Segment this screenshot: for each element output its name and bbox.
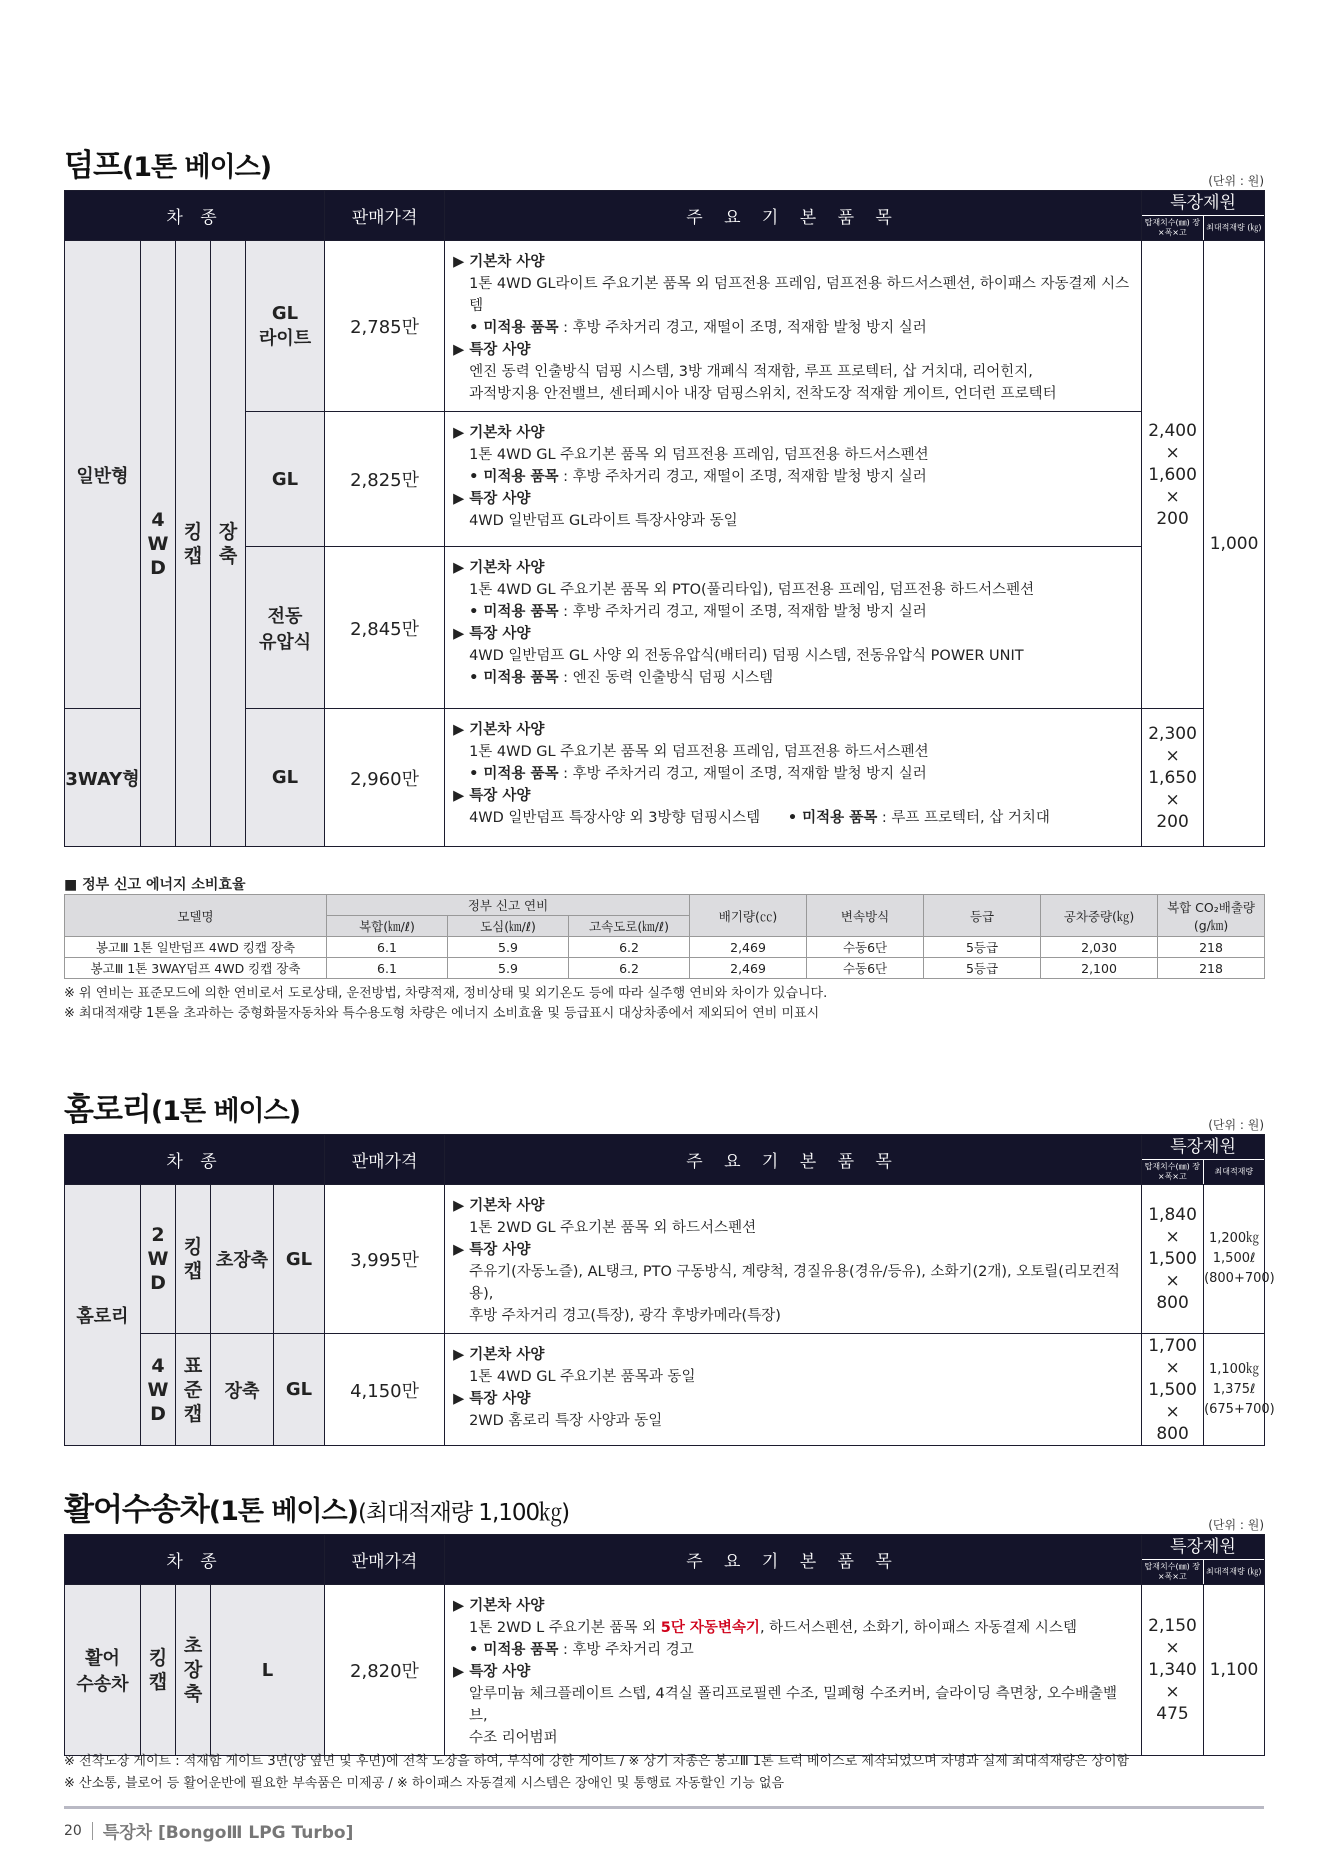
- special-text: 주유기(자동노즐), AL탱크, PTO 구동방식, 계량척, 경질유용(경유/등유), 소화기(2개), 오토릴(리모컨적용),: [469, 1264, 1120, 1302]
- dim-h: 800: [1156, 1423, 1189, 1444]
- special-title: 특장제원: [1142, 191, 1264, 216]
- dim-h: 200: [1156, 508, 1189, 529]
- excl-label: • 미적용 품목: [469, 320, 559, 336]
- special-text: 4WD 일반덤프 GL 사양 외 전동유압식(배터리) 덤핑 시스템, 전동유압식 POWER UNIT: [469, 648, 1024, 664]
- load-cell: [1204, 1185, 1275, 1334]
- trim-cell: GL: [246, 709, 325, 847]
- dim-cell: [1142, 241, 1204, 709]
- excl-text: : 엔진 동력 인출방식 덤핑 시스템: [558, 670, 774, 686]
- excl-text: : 후방 주차거리 경고, 재떨이 조명, 적재함 발청 방지 실러: [558, 604, 927, 620]
- eff-cell: 2,100: [1041, 958, 1158, 979]
- special-text: 4WD 일반덤프 특장사양 외 3방향 덤핑시스템: [469, 810, 761, 826]
- dim-cell: [1142, 709, 1204, 847]
- eff-cell: 6.1: [327, 958, 448, 979]
- eff-header-combined: 복합(㎞/ℓ): [327, 916, 448, 937]
- basic-label: ▶ 기본차 사양: [453, 560, 545, 576]
- cab-cell: 킹 캡: [141, 1585, 176, 1756]
- type-cell: 활어 수송차: [65, 1585, 141, 1756]
- items-cell: [445, 1585, 1142, 1756]
- dim-cell: [1142, 1585, 1204, 1756]
- eff-cell: 6.1: [327, 937, 448, 958]
- basic-text: 1톤 2WD L 주요기본 품목 외: [469, 1620, 661, 1636]
- dim-x: ×: [1165, 486, 1180, 507]
- eff-header-fuel: 정부 신고 연비: [327, 895, 690, 916]
- load-kg: 1,100㎏: [1208, 1361, 1260, 1377]
- header-items: 주 요 기 본 품 목: [445, 1535, 1142, 1585]
- header-price: 판매가격: [325, 1535, 445, 1585]
- dump-title: [64, 140, 271, 185]
- special-sub-dim: 탑재치수(㎜) 장×폭×고: [1142, 216, 1204, 240]
- footer-label: 특장차 [BongoⅢ LPG Turbo]: [102, 1823, 354, 1843]
- dim-l: 2,150: [1148, 1616, 1197, 1636]
- items-cell: [445, 709, 1142, 847]
- basic-text: 1톤 4WD GL 주요기본 품목 외 PTO(풀리타입), 덤프전용 프레임, 덤프전용 하드서스펜션: [469, 582, 1035, 598]
- eff-cell: 2,030: [1041, 937, 1158, 958]
- efficiency-table: [64, 894, 1265, 979]
- dim-l: 1,700: [1148, 1335, 1197, 1356]
- special-text-2: 후방 주차거리 경고(특장), 광각 후방카메라(특장): [469, 1308, 781, 1324]
- fish-note-1: ※ 전착도장 게이트 : 적재함 게이트 3면(양 옆면 및 후면)에 전착 도장을 하여, 부식에 강한 게이트 / ※ 상기 차종은 봉고Ⅲ 1톤 트럭 베이스로 제작되었으며 차명과 실제 최대적재량은 상이함: [64, 1754, 1130, 1769]
- axle-cell: 초 장 축: [176, 1585, 211, 1756]
- eff-cell: 수동6단: [807, 958, 924, 979]
- special-sub-dim: 탑재치수(㎜) 장×폭×고: [1142, 1560, 1204, 1584]
- table-row: [65, 937, 1265, 958]
- fish-title-note: (최대적재량 1,100㎏): [357, 1500, 570, 1526]
- trim-cell: L: [211, 1585, 325, 1756]
- special-label: ▶ 특장 사양: [453, 1242, 531, 1258]
- header-items: 주 요 기 본 품 목: [445, 1135, 1142, 1185]
- dim-x: ×: [1165, 1271, 1180, 1291]
- homelory-spec-table: [64, 1134, 1275, 1446]
- fish-title: [64, 1484, 569, 1529]
- dump-unit: (단위 : 원): [1208, 174, 1264, 188]
- eff-header-model: 모델명: [65, 895, 327, 937]
- dim-l: 2,300: [1148, 723, 1197, 744]
- basic-label: ▶ 기본차 사양: [453, 1198, 545, 1214]
- cab-cell: 킹 캡: [176, 241, 211, 847]
- cab-cell: 킹 캡: [176, 1185, 211, 1334]
- basic-text: 1톤 4WD GL 주요기본 품목 외 덤프전용 프레임, 덤프전용 하드서스펜션: [469, 447, 929, 463]
- fish-title-main: 활어수송차: [64, 1492, 209, 1528]
- drive-cell: 4 W D: [141, 1334, 176, 1446]
- special-label: ▶ 특장 사양: [453, 1664, 531, 1680]
- load-split: (800+700): [1204, 1271, 1275, 1286]
- eff-cell: 218: [1158, 937, 1265, 958]
- co2-unit: (g/㎞): [1193, 917, 1229, 933]
- load-kg: 1,200㎏: [1208, 1231, 1260, 1246]
- efficiency-note-1: ※ 위 연비는 표준모드에 의한 연비로서 도로상태, 운전방법, 차량적재, 정비상태 및 외기온도 등에 따라 실주행 연비와 차이가 있습니다.: [64, 986, 828, 1001]
- type-cell: 3WAY형: [65, 709, 141, 847]
- excl-text: : 후방 주차거리 경고, 재떨이 조명, 적재함 발청 방지 실러: [558, 766, 927, 782]
- header-category: 차 종: [65, 191, 325, 241]
- special-label: ▶ 특장 사양: [453, 1391, 531, 1407]
- special-text-2: 과적방지용 안전밸브, 센터페시아 내장 덤핑스위치, 전착도장 적재함 게이트, 언더런 프로텍터: [469, 386, 1057, 402]
- items-cell: [445, 547, 1142, 709]
- fish-note-2: ※ 산소통, 블로어 등 활어운반에 필요한 부속품은 미제공 / ※ 하이패스 자동결제 시스템은 장애인 및 통행료 자동할인 기능 없음: [64, 1776, 785, 1791]
- special-text: 엔진 동력 인출방식 덤핑 시스템, 3방 개폐식 적재함, 루프 프로텍터, 삽 거치대, 리어힌지,: [469, 364, 1033, 380]
- basic-text: 1톤 4WD GL라이트 주요기본 품목 외 덤프전용 프레임, 덤프전용 하드서스펜션, 하이패스 자동결제 시스템: [469, 276, 1130, 314]
- eff-cell: 5등급: [924, 937, 1041, 958]
- excl-text: : 후방 주차거리 경고, 재떨이 조명, 적재함 발청 방지 실러: [558, 469, 927, 485]
- excl-text: : 후방 주차거리 경고, 재떨이 조명, 적재함 발청 방지 실러: [558, 320, 927, 336]
- dim-w: 1,340: [1148, 1660, 1197, 1680]
- table-row: [65, 241, 1265, 412]
- dump-title-suffix: (1톤 베이스): [121, 152, 272, 183]
- dim-x: ×: [1165, 1638, 1180, 1658]
- header-price: 판매가격: [325, 1135, 445, 1185]
- fish-unit: (단위 : 원): [1208, 1518, 1264, 1532]
- eff-header-highway: 고속도로(㎞/ℓ): [569, 916, 690, 937]
- dim-h: 475: [1156, 1704, 1189, 1724]
- basic-label: ▶ 기본차 사양: [453, 1347, 545, 1363]
- load-l: 1,500ℓ: [1212, 1251, 1256, 1266]
- load-cell: [1204, 1334, 1275, 1446]
- axle-cell: 초장축: [211, 1185, 274, 1334]
- basic-label: ▶ 기본차 사양: [453, 425, 545, 441]
- load-cell: 1,000: [1204, 241, 1265, 847]
- dim-x: ×: [1165, 1401, 1180, 1422]
- special-title: 특장제원: [1142, 1535, 1264, 1560]
- page-number: 20: [64, 1822, 82, 1839]
- load-split: (675+700): [1204, 1401, 1275, 1417]
- trim-cell: GL: [246, 412, 325, 547]
- eff-header-city: 도심(㎞/ℓ): [448, 916, 569, 937]
- eff-header-co2: [1158, 895, 1265, 937]
- dim-cell: [1142, 1334, 1204, 1446]
- drive-cell: 4 W D: [141, 241, 176, 847]
- dim-l: 2,400: [1148, 420, 1197, 441]
- excl-label: • 미적용 품목: [469, 469, 559, 485]
- eff-cell: 봉고Ⅲ 1톤 일반덤프 4WD 킹캡 장축: [65, 937, 327, 958]
- dim-h: 200: [1156, 811, 1189, 832]
- special-sub-load: 최대적재량 (㎏): [1206, 223, 1262, 232]
- excl-text: : 후방 주차거리 경고: [558, 1642, 694, 1658]
- dim-x: ×: [1165, 789, 1180, 810]
- eff-cell: 5.9: [448, 937, 569, 958]
- load-l: 1,375ℓ: [1212, 1381, 1256, 1397]
- trim-cell: 전동 유압식: [246, 547, 325, 709]
- eff-header-weight: 공차중량(㎏): [1041, 895, 1158, 937]
- dump-spec-table: [64, 190, 1265, 847]
- efficiency-title: ■ 정부 신고 에너지 소비효율: [64, 877, 246, 893]
- eff-cell: 218: [1158, 958, 1265, 979]
- excl-text: : 루프 프로텍터, 삽 거치대: [877, 810, 1050, 826]
- eff-cell: 6.2: [569, 958, 690, 979]
- dim-x: ×: [1165, 1357, 1180, 1378]
- dim-x: ×: [1165, 1227, 1180, 1247]
- excl-label: • 미적용 품목: [469, 670, 559, 686]
- type-cell: 홈로리: [65, 1185, 141, 1446]
- eff-header-grade: 등급: [924, 895, 1041, 937]
- header-special: [1142, 1135, 1265, 1185]
- header-category: 차 종: [65, 1535, 325, 1585]
- special-title: 특장제원: [1142, 1135, 1264, 1160]
- special-label: ▶ 특장 사양: [453, 491, 531, 507]
- dim-x: ×: [1165, 442, 1180, 463]
- axle-cell: 장축: [211, 1334, 274, 1446]
- eff-cell: 봉고Ⅲ 1톤 3WAY덤프 4WD 킹캡 장축: [65, 958, 327, 979]
- items-cell: [445, 241, 1142, 412]
- dump-title-main: 덤프: [64, 148, 122, 184]
- excl-label: • 미적용 품목: [787, 810, 878, 826]
- special-text: 4WD 일반덤프 GL라이트 특장사양과 동일: [469, 513, 738, 529]
- special-sub-dim: 탑재치수(㎜) 장×폭×고: [1142, 1160, 1204, 1184]
- basic-text: 1톤 4WD GL 주요기본 품목과 동일: [469, 1369, 696, 1385]
- table-row: [65, 1585, 1265, 1756]
- special-label: ▶ 특장 사양: [453, 788, 531, 804]
- trim-cell: GL 라이트: [246, 241, 325, 412]
- basic-text: 1톤 2WD GL 주요기본 품목 외 하드서스펜션: [469, 1220, 757, 1236]
- dim-w: 1,500: [1148, 1249, 1197, 1269]
- type-cell: 일반형: [65, 241, 141, 709]
- homelory-title: [64, 1084, 300, 1129]
- homelory-title-suffix: (1톤 베이스): [150, 1096, 301, 1127]
- homelory-title-main: 홈로리: [64, 1092, 151, 1128]
- excl-label: • 미적용 품목: [469, 766, 559, 782]
- excl-label: • 미적용 품목: [469, 604, 559, 620]
- basic-text-2: , 하드서스펜션, 소화기, 하이패스 자동결제 시스템: [759, 1620, 1077, 1636]
- eff-cell: 2,469: [690, 937, 807, 958]
- dim-w: 1,600: [1148, 464, 1197, 485]
- price-cell: 2,785만: [325, 241, 445, 412]
- footer: [64, 1818, 353, 1843]
- excl-label: • 미적용 품목: [469, 1642, 559, 1658]
- fish-title-suffix: (1톤 베이스): [208, 1496, 358, 1527]
- price-cell: 2,820만: [325, 1585, 445, 1756]
- eff-header-displacement: 배기량(㏄): [690, 895, 807, 937]
- table-row: [65, 1334, 1265, 1446]
- price-cell: 2,960만: [325, 709, 445, 847]
- basic-label: ▶ 기본차 사양: [453, 1598, 545, 1614]
- special-label: ▶ 특장 사양: [453, 342, 531, 358]
- price-cell: 2,825만: [325, 412, 445, 547]
- eff-cell: 6.2: [569, 937, 690, 958]
- special-text: 2WD 홈로리 특장 사양과 동일: [469, 1413, 663, 1429]
- dim-l: 1,840: [1148, 1205, 1197, 1225]
- special-text-2: 수조 리어범퍼: [469, 1730, 558, 1746]
- special-sub-load: 최대적재량 (㎏): [1206, 1567, 1262, 1576]
- items-cell: [445, 412, 1142, 547]
- special-sub-load: 최대적재량: [1214, 1167, 1254, 1176]
- load-cell: 1,100: [1204, 1585, 1265, 1756]
- price-cell: 3,995만: [325, 1185, 445, 1334]
- price-cell: 2,845만: [325, 547, 445, 709]
- dim-cell: [1142, 1185, 1204, 1334]
- drive-cell: 2 W D: [141, 1185, 176, 1334]
- eff-cell: 2,469: [690, 958, 807, 979]
- cab-cell: 표 준 캡: [176, 1334, 211, 1446]
- footer-line: [64, 1806, 1264, 1809]
- dump-header-row: [65, 191, 1265, 241]
- dim-h: 800: [1156, 1293, 1189, 1313]
- co2-label: 복합 CO₂배출량: [1167, 899, 1255, 915]
- special-text: 알루미늄 체크플레이트 스텝, 4격실 폴리프로필렌 수조, 밀폐형 수조커버, 슬라이딩 측면창, 오수배출밸브,: [469, 1686, 1118, 1724]
- basic-label: ▶ 기본차 사양: [453, 722, 545, 738]
- header-price: 판매가격: [325, 191, 445, 241]
- eff-cell: 5.9: [448, 958, 569, 979]
- fish-spec-table: [64, 1534, 1265, 1756]
- efficiency-note-2: ※ 최대적재량 1톤을 초과하는 중형화물자동차와 특수용도형 차량은 에너지 소비효율 및 등급표시 대상차종에서 제외되어 연비 미표시: [64, 1006, 820, 1021]
- dim-x: ×: [1165, 1682, 1180, 1702]
- highlight-text: 5단 자동변속기: [660, 1620, 760, 1636]
- header-category: 차 종: [65, 1135, 325, 1185]
- footer-divider: [92, 1822, 93, 1840]
- header-special: [1142, 1535, 1265, 1585]
- basic-label: ▶ 기본차 사양: [453, 254, 545, 270]
- header-items: 주 요 기 본 품 목: [445, 191, 1142, 241]
- special-label: ▶ 특장 사양: [453, 626, 531, 642]
- items-cell: [445, 1334, 1142, 1446]
- items-cell: [445, 1185, 1142, 1334]
- basic-text: 1톤 4WD GL 주요기본 품목 외 덤프전용 프레임, 덤프전용 하드서스펜션: [469, 744, 929, 760]
- trim-cell: GL: [274, 1185, 325, 1334]
- table-row: [65, 958, 1265, 979]
- eff-cell: 5등급: [924, 958, 1041, 979]
- dim-x: ×: [1165, 745, 1180, 766]
- axle-cell: 장 축: [211, 241, 246, 847]
- eff-header-transmission: 변속방식: [807, 895, 924, 937]
- header-special: [1142, 191, 1265, 241]
- trim-cell: GL: [274, 1334, 325, 1446]
- table-row: [65, 1185, 1265, 1334]
- dim-w: 1,650: [1148, 767, 1197, 788]
- homelory-unit: (단위 : 원): [1208, 1118, 1264, 1132]
- dim-w: 1,500: [1148, 1379, 1197, 1400]
- price-cell: 4,150만: [325, 1334, 445, 1446]
- eff-cell: 수동6단: [807, 937, 924, 958]
